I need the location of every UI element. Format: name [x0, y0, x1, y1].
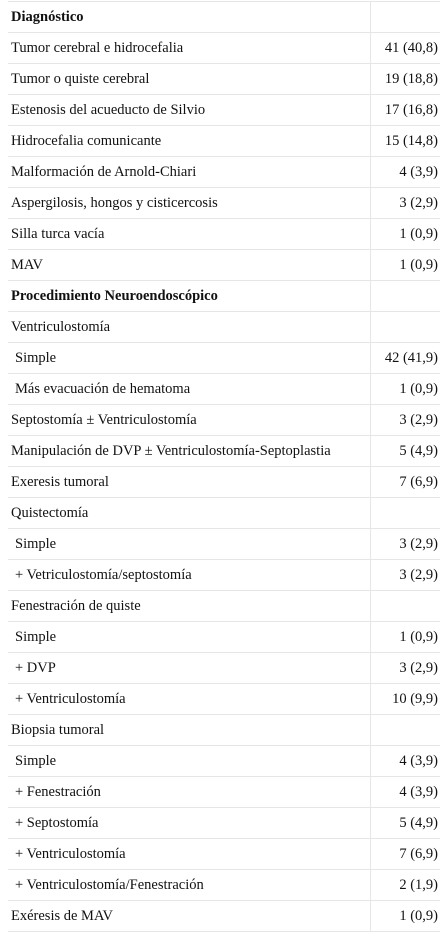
section-title: Diagnóstico — [8, 2, 371, 33]
row-label: Estenosis del acueducto de Silvio — [8, 95, 371, 126]
row-value: 4 (3,9) — [371, 746, 441, 777]
row-label: Ventriculostomía — [8, 312, 371, 343]
row-value: 3 (2,9) — [371, 188, 441, 219]
table-row — [8, 157, 440, 188]
row-value: 7 (6,9) — [371, 839, 441, 870]
row-value: 3 (2,9) — [371, 529, 441, 560]
table-row — [8, 250, 440, 281]
row-label: Simple — [8, 343, 371, 374]
row-label: Silla turca vacía — [8, 219, 371, 250]
table-row — [8, 188, 440, 219]
row-value: 17 (16,8) — [371, 95, 441, 126]
row-label: Exéresis de MAV — [8, 901, 371, 932]
row-value: 15 (14,8) — [371, 126, 441, 157]
row-value — [371, 715, 441, 746]
table-row — [8, 591, 440, 622]
table-row — [8, 715, 440, 746]
row-value — [371, 498, 441, 529]
row-label: + Ventriculostomía/Fenestración — [8, 870, 371, 901]
row-label: Exeresis tumoral — [8, 467, 371, 498]
row-label: Manipulación de DVP ± Ventriculostomía-Septoplastia — [8, 436, 371, 467]
row-label: + Fenestración — [8, 777, 371, 808]
row-label: Septostomía ± Ventriculostomía — [8, 405, 371, 436]
table-row — [8, 777, 440, 808]
row-label: Simple — [8, 622, 371, 653]
table-body — [8, 2, 440, 932]
row-label: Tumor o quiste cerebral — [8, 64, 371, 95]
table-row — [8, 622, 440, 653]
table-row — [8, 839, 440, 870]
table-row — [8, 746, 440, 777]
table-row — [8, 405, 440, 436]
row-label: Simple — [8, 529, 371, 560]
section-title: Procedimiento Neuroendoscópico — [8, 281, 371, 312]
row-label: MAV — [8, 250, 371, 281]
table-row — [8, 870, 440, 901]
row-value — [371, 2, 441, 33]
procedures-table — [8, 1, 440, 932]
row-value: 5 (4,9) — [371, 808, 441, 839]
table-row — [8, 64, 440, 95]
table-row — [8, 560, 440, 591]
table-row — [8, 219, 440, 250]
row-label: + Ventriculostomía — [8, 839, 371, 870]
row-value: 4 (3,9) — [371, 777, 441, 808]
row-value: 2 (1,9) — [371, 870, 441, 901]
table-row — [8, 95, 440, 126]
row-value: 3 (2,9) — [371, 405, 441, 436]
row-label: Simple — [8, 746, 371, 777]
row-value: 1 (0,9) — [371, 374, 441, 405]
table-row — [8, 653, 440, 684]
row-value: 3 (2,9) — [371, 560, 441, 591]
table-row — [8, 33, 440, 64]
row-label: + DVP — [8, 653, 371, 684]
table-row — [8, 684, 440, 715]
row-label: Biopsia tumoral — [8, 715, 371, 746]
table-row — [8, 808, 440, 839]
row-label: + Septostomía — [8, 808, 371, 839]
row-label: Más evacuación de hematoma — [8, 374, 371, 405]
section-header-row — [8, 2, 440, 33]
table-row — [8, 498, 440, 529]
table-row — [8, 312, 440, 343]
row-value: 5 (4,9) — [371, 436, 441, 467]
table-row — [8, 467, 440, 498]
row-label: Malformación de Arnold-Chiari — [8, 157, 371, 188]
row-value: 1 (0,9) — [371, 250, 441, 281]
section-header-row — [8, 281, 440, 312]
row-label: Aspergilosis, hongos y cisticercosis — [8, 188, 371, 219]
row-value: 10 (9,9) — [371, 684, 441, 715]
row-value — [371, 591, 441, 622]
row-value — [371, 312, 441, 343]
table-row — [8, 374, 440, 405]
row-value: 3 (2,9) — [371, 653, 441, 684]
table-row — [8, 343, 440, 374]
row-label: Quistectomía — [8, 498, 371, 529]
row-value: 4 (3,9) — [371, 157, 441, 188]
row-label: Tumor cerebral e hidrocefalia — [8, 33, 371, 64]
row-label: Hidrocefalia comunicante — [8, 126, 371, 157]
row-value — [371, 281, 441, 312]
row-value: 1 (0,9) — [371, 622, 441, 653]
row-label: + Ventriculostomía — [8, 684, 371, 715]
row-label: Fenestración de quiste — [8, 591, 371, 622]
table-row — [8, 126, 440, 157]
row-value: 1 (0,9) — [371, 901, 441, 932]
table-row — [8, 529, 440, 560]
row-value: 19 (18,8) — [371, 64, 441, 95]
table-row — [8, 901, 440, 932]
row-value: 41 (40,8) — [371, 33, 441, 64]
row-value: 42 (41,9) — [371, 343, 441, 374]
row-label: + Vetriculostomía/septostomía — [8, 560, 371, 591]
table-row — [8, 436, 440, 467]
row-value: 1 (0,9) — [371, 219, 441, 250]
row-value: 7 (6,9) — [371, 467, 441, 498]
